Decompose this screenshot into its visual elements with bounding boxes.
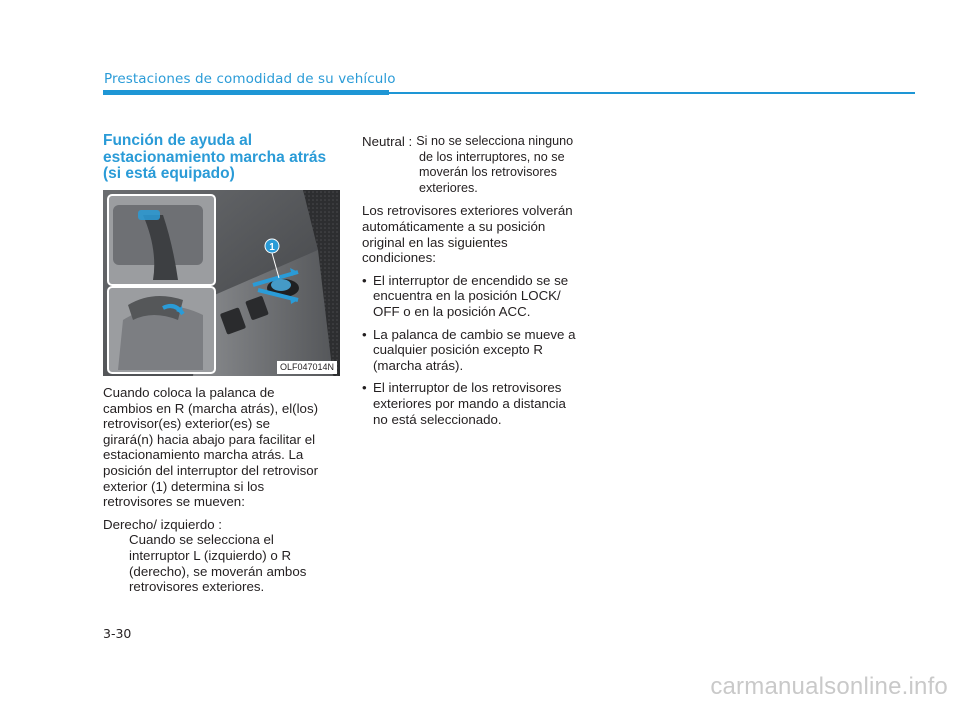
neutral-first-line: Si no se selecciona ninguno bbox=[416, 134, 574, 148]
callout-number: 1 bbox=[269, 242, 275, 253]
text-line: Cuando coloca la palanca de bbox=[103, 385, 275, 400]
text-line: girará(n) hacia abajo para facilitar el bbox=[103, 431, 316, 447]
text-line: cualquier posición excepto R bbox=[373, 342, 544, 358]
text-line: moverán los retrovisores bbox=[419, 165, 557, 180]
text-line: original en las siguientes bbox=[362, 234, 508, 250]
text-line: encuentra en la posición LOCK/ bbox=[373, 288, 561, 304]
figure-code: OLF047014N bbox=[277, 361, 337, 374]
section-header-rule bbox=[389, 92, 915, 94]
text-line: retrovisor(es) exterior(es) se bbox=[103, 416, 270, 432]
text-line: OFF o en la posición ACC. bbox=[373, 303, 531, 319]
bullet-icon: • bbox=[362, 326, 367, 342]
neutral-row bbox=[362, 134, 599, 150]
text-line: estacionamiento marcha atrás. La bbox=[103, 447, 304, 463]
bullet-icon: • bbox=[362, 272, 367, 288]
text-line: posición del interruptor del retrovisor bbox=[103, 462, 319, 478]
text-line: condiciones: bbox=[362, 250, 436, 266]
heading-line: (si está equipado) bbox=[103, 165, 235, 182]
derecho-label: Derecho/ izquierdo : bbox=[103, 516, 222, 532]
text-line: automáticamente a su posición bbox=[362, 218, 546, 234]
section-header-bar bbox=[103, 90, 389, 95]
bullet-icon: • bbox=[362, 380, 367, 396]
bullet-line bbox=[362, 380, 599, 396]
bullet-item bbox=[362, 380, 599, 427]
text-line: cambios en R (marcha atrás), el(los) bbox=[103, 400, 319, 416]
text-line: exteriores por mando a distancia bbox=[373, 395, 566, 411]
bullet-item bbox=[362, 273, 599, 320]
heading-line: Función de ayuda al bbox=[103, 132, 252, 149]
bullet-line bbox=[362, 327, 599, 343]
text-line: interruptor L (izquierdo) o R bbox=[129, 547, 292, 563]
bullet-text: El interruptor de los retrovisores bbox=[373, 380, 562, 396]
text-line: exterior (1) determina si los bbox=[103, 478, 265, 494]
figure-illustration bbox=[103, 190, 340, 376]
text-line: (derecho), se moverán ambos bbox=[129, 563, 307, 579]
heading-line: estacionamiento marcha atrás bbox=[103, 148, 327, 166]
bullet-line bbox=[362, 273, 599, 289]
right-column bbox=[362, 134, 599, 427]
intro-paragraph bbox=[103, 385, 340, 510]
section-heading bbox=[103, 133, 348, 183]
left-column bbox=[103, 385, 340, 595]
section-header-title: Prestaciones de comodidad de su vehículo bbox=[104, 71, 396, 87]
text-line: Los retrovisores exteriores volverán bbox=[362, 203, 573, 219]
text-line: exteriores. bbox=[419, 180, 478, 195]
text-line: de los interruptores, no se bbox=[419, 149, 565, 164]
text-line: retrovisores exteriores. bbox=[129, 579, 265, 595]
page-number: 3-30 bbox=[103, 626, 132, 641]
bullet-text: El interruptor de encendido se se bbox=[373, 272, 569, 288]
text-line: no está seleccionado. bbox=[373, 411, 502, 427]
watermark: carmanualsonline.info bbox=[710, 673, 948, 700]
neutral-label: Neutral : bbox=[362, 134, 413, 149]
text-line: retrovisores se mueven: bbox=[103, 494, 245, 510]
bullet-text: La palanca de cambio se mueve a bbox=[373, 326, 576, 342]
figure-mirror-switch bbox=[103, 190, 340, 376]
text-line: Cuando se selecciona el bbox=[129, 532, 274, 548]
bullet-item bbox=[362, 327, 599, 374]
text-line: (marcha atrás). bbox=[373, 357, 464, 373]
